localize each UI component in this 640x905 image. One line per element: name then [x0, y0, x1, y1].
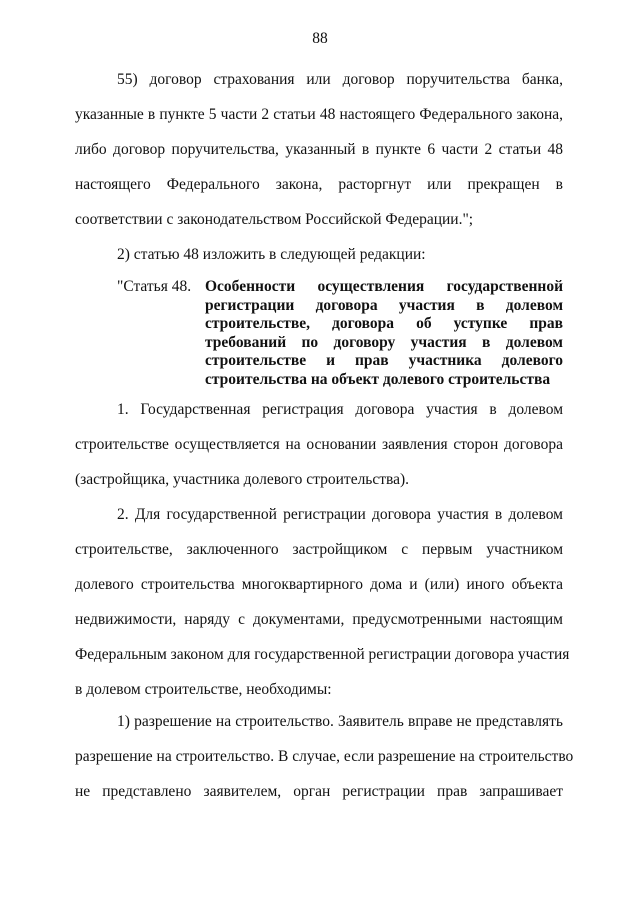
text-line: (застройщика, участника долевого строительства).	[75, 471, 410, 488]
article-title-line: строительстве и прав участника долевого	[205, 352, 563, 369]
text-line: 2) статью 48 изложить в следующей редакции:	[117, 246, 426, 263]
text-line: 2. Для государственной регистрации договора участия в долевом	[117, 506, 563, 523]
text-line: разрешение на строительство. В случае, если разрешение на строительство	[75, 748, 574, 765]
article-title-line: строительстве, договора об уступке прав	[205, 315, 563, 332]
text-line: не представлено заявителем, орган регистрации прав запрашивает	[75, 783, 563, 800]
text-line: строительстве осуществляется на основании заявления сторон договора	[75, 436, 563, 453]
text-line: долевого строительства многоквартирного дома и (или) иного объекта	[75, 576, 563, 593]
text-line: настоящего Федерального закона, расторгнут или прекращен в	[75, 176, 563, 193]
article-title	[205, 278, 563, 389]
article-label: "Статья 48.	[117, 278, 192, 295]
text-line: либо договор поручительства, указанный в пункте 6 части 2 статьи 48	[75, 141, 563, 158]
article-title-line: требований по договору участия в долевом	[205, 333, 563, 351]
article-title-line: строительства на объект долевого строительства	[205, 370, 551, 388]
text-line: строительстве, заключенного застройщиком с первым участником	[75, 541, 563, 558]
text-line: указанные в пункте 5 части 2 статьи 48 настоящего Федерального закона,	[75, 106, 563, 123]
text-line: 55) договор страхования или договор поручительства банка,	[117, 71, 563, 88]
text-line: 1) разрешение на строительство. Заявитель вправе не представлять	[117, 713, 563, 730]
text-line: 1. Государственная регистрация договора участия в долевом	[117, 401, 563, 418]
article-title-line: регистрации договора участия в долевом	[205, 296, 563, 314]
article-title-line: Особенности осуществления государственной	[205, 278, 563, 295]
text-line: соответствии с законодательством Российской Федерации.";	[75, 211, 474, 228]
page-number: 88	[312, 30, 328, 47]
text-line: в долевом строительстве, необходимы:	[75, 681, 332, 698]
text-line: Федеральным законом для государственной регистрации договора участия	[75, 646, 570, 663]
text-line: недвижимости, наряду с документами, предусмотренными настоящим	[75, 611, 563, 628]
